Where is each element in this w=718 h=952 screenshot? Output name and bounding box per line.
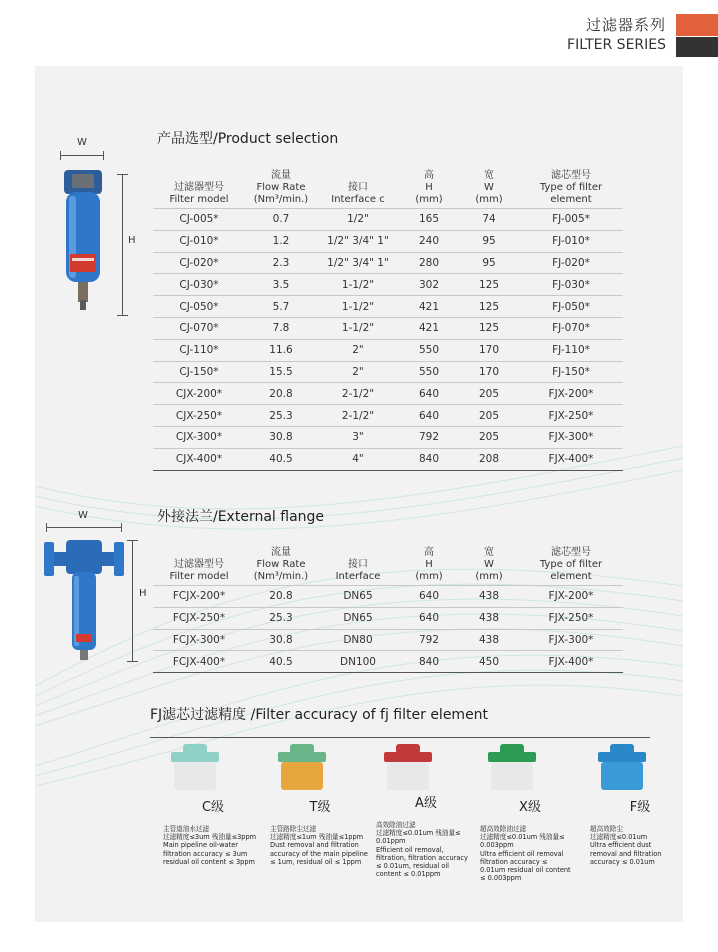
- filter-grade-description: [376, 821, 476, 879]
- product-cell-model: CJX-300*: [153, 426, 245, 448]
- product-cell-interface: 2": [317, 339, 399, 361]
- description-line: Main pipeline oil-water: [163, 841, 238, 850]
- flange-cell-interface: DN100: [317, 651, 399, 673]
- description-line: 0.01um residual oil content: [480, 866, 571, 875]
- description-line: ≤ 0.003ppm: [480, 874, 522, 883]
- product-cell-flow-rate: 40.5: [245, 448, 317, 470]
- column-header-interface: 接口 Interface c: [331, 182, 385, 205]
- product-table-row: [153, 209, 623, 231]
- flange-table-row: [153, 586, 623, 608]
- flange-cell-element-type: FJX-400*: [519, 651, 623, 673]
- product-table-row: [153, 296, 623, 318]
- description-line: 主管路除尘过滤: [270, 825, 317, 833]
- width-dimension-line: [60, 155, 104, 156]
- product-cell-interface: 2-1/2": [317, 405, 399, 427]
- filter-element-image: [592, 742, 652, 792]
- page-header: [567, 14, 666, 53]
- description-line: ≤ 0.01um, residual oil: [376, 862, 450, 871]
- description-line: Dust removal and filtration: [270, 841, 359, 850]
- description-line: 0.003ppm: [480, 841, 514, 850]
- product-cell-height: 165: [399, 209, 459, 231]
- description-line: ≤ 1um, residual oil ≤ 1ppm: [270, 857, 362, 866]
- description-line: residual oil content ≤ 3ppm: [163, 857, 255, 866]
- product-cell-interface: 2": [317, 361, 399, 383]
- flange-cell-height: 792: [399, 629, 459, 651]
- header-title-en: FILTER SERIES: [567, 37, 666, 53]
- product-cell-width: 95: [459, 252, 519, 274]
- flange-column-header-interface: 接口 Interface: [335, 559, 381, 582]
- flange-cell-width: 438: [459, 629, 519, 651]
- product-cell-width: 170: [459, 339, 519, 361]
- product-cell-flow-rate: 5.7: [245, 296, 317, 318]
- product-cell-model: CJX-250*: [153, 405, 245, 427]
- product-cell-flow-rate: 3.5: [245, 274, 317, 296]
- filter-grade-description: [163, 825, 263, 866]
- product-cell-flow-rate: 1.2: [245, 230, 317, 252]
- flange-cell-model: FCJX-200*: [153, 586, 245, 608]
- product-cell-height: 792: [399, 426, 459, 448]
- flange-cell-flow-rate: 30.8: [245, 629, 317, 651]
- product-cell-element-type: FJX-400*: [519, 448, 623, 470]
- product-table-row: [153, 230, 623, 252]
- column-header-flow: 流量 Flow Rate (Nm³/min.): [253, 170, 309, 205]
- flange-height-label: H: [139, 588, 147, 599]
- product-cell-element-type: FJ-010*: [519, 230, 623, 252]
- flange-cell-interface: DN65: [317, 586, 399, 608]
- flange-cell-model: FCJX-250*: [153, 607, 245, 629]
- product-cell-width: 95: [459, 230, 519, 252]
- column-header-model: 过滤器型号 Filter model: [169, 182, 229, 205]
- product-table-row: [153, 448, 623, 470]
- filter-grade-label: F级: [629, 800, 651, 815]
- product-selection-title: 产品选型/Product selection: [157, 131, 339, 147]
- product-cell-element-type: FJX-200*: [519, 383, 623, 405]
- flange-cell-flow-rate: 25.3: [245, 607, 317, 629]
- product-cell-model: CJ-020*: [153, 252, 245, 274]
- product-cell-model: CJ-030*: [153, 274, 245, 296]
- product-cell-interface: 1-1/2": [317, 274, 399, 296]
- filter-element-card: [480, 796, 580, 883]
- height-label: H: [128, 235, 136, 246]
- flange-cell-element-type: FJX-250*: [519, 607, 623, 629]
- flange-cell-flow-rate: 20.8: [245, 586, 317, 608]
- flange-height-tick-bottom: [127, 661, 138, 662]
- product-cell-interface: 1/2" 3/4" 1": [317, 230, 399, 252]
- product-cell-element-type: FJ-150*: [519, 361, 623, 383]
- flange-width-tick-right: [121, 523, 122, 532]
- product-cell-width: 208: [459, 448, 519, 470]
- product-cell-model: CJ-010*: [153, 230, 245, 252]
- product-cell-model: CJ-070*: [153, 317, 245, 339]
- filter-accuracy-divider: [150, 737, 650, 738]
- product-table-row: [153, 405, 623, 427]
- flange-cell-flow-rate: 40.5: [245, 651, 317, 673]
- description-line: 主管道油水过滤: [163, 825, 210, 833]
- product-cell-height: 302: [399, 274, 459, 296]
- flange-cell-width: 450: [459, 651, 519, 673]
- product-cell-flow-rate: 11.6: [245, 339, 317, 361]
- product-cell-flow-rate: 15.5: [245, 361, 317, 383]
- flange-table-header-row: [153, 545, 623, 586]
- product-cell-width: 205: [459, 383, 519, 405]
- product-selection-body: [153, 209, 623, 471]
- product-cell-element-type: FJX-300*: [519, 426, 623, 448]
- description-line: 0.01ppm: [376, 837, 406, 846]
- description-line: filtration accuracy ≤ 3um: [163, 849, 248, 858]
- flange-height-tick-top: [127, 540, 138, 541]
- flange-column-header-model: 过滤器型号 Filter model: [169, 559, 229, 582]
- flange-cell-model: FCJX-400*: [153, 651, 245, 673]
- description-line: accuracy ≤ 0.01um: [590, 857, 655, 866]
- product-cell-model: CJ-150*: [153, 361, 245, 383]
- flange-cell-model: FCJX-300*: [153, 629, 245, 651]
- product-cell-flow-rate: 7.8: [245, 317, 317, 339]
- product-cell-element-type: FJ-030*: [519, 274, 623, 296]
- product-table-row: [153, 274, 623, 296]
- flange-cell-height: 840: [399, 651, 459, 673]
- product-cell-height: 280: [399, 252, 459, 274]
- column-header-width: 宽 W (mm): [475, 170, 503, 205]
- filter-element-image: [272, 742, 332, 792]
- product-cell-model: CJX-400*: [153, 448, 245, 470]
- description-line: filtration, filtration accuracy: [376, 853, 468, 862]
- flange-width-dimension-line: [46, 527, 122, 528]
- description-line: content ≤ 0.01ppm: [376, 870, 441, 879]
- flange-cell-width: 438: [459, 586, 519, 608]
- filter-element-image: [378, 742, 438, 792]
- flange-column-header-height: 高 H (mm): [415, 547, 443, 582]
- table-header-row: [153, 168, 623, 209]
- product-cell-interface: 1-1/2": [317, 296, 399, 318]
- filter-grade-label: A级: [415, 796, 437, 811]
- description-line: accuracy of the main pipeline: [270, 849, 368, 858]
- column-header-height: 高 H (mm): [415, 170, 443, 205]
- filter-housing-image: [58, 170, 108, 320]
- flange-cell-height: 640: [399, 607, 459, 629]
- filter-element-card: [270, 796, 370, 866]
- flange-column-header-flow: 流量 Flow Rate (Nm³/min.): [253, 547, 309, 582]
- product-table-row: [153, 317, 623, 339]
- description-line: 超高效除油过滤: [480, 825, 527, 833]
- product-table-row: [153, 383, 623, 405]
- product-cell-height: 550: [399, 361, 459, 383]
- product-table-row: [153, 426, 623, 448]
- width-label: W: [77, 137, 87, 148]
- width-tick-right: [103, 151, 104, 160]
- product-cell-height: 240: [399, 230, 459, 252]
- product-cell-height: 640: [399, 405, 459, 427]
- flange-width-tick-left: [46, 523, 47, 532]
- filter-element-card: [590, 796, 690, 866]
- product-cell-width: 125: [459, 317, 519, 339]
- flange-filter-image: [44, 538, 124, 666]
- product-cell-interface: 3": [317, 426, 399, 448]
- flange-width-label: W: [78, 510, 88, 521]
- product-cell-element-type: FJX-250*: [519, 405, 623, 427]
- flange-column-header-width: 宽 W (mm): [475, 547, 503, 582]
- filter-grade-label: T级: [309, 800, 331, 815]
- product-cell-element-type: FJ-020*: [519, 252, 623, 274]
- flange-cell-element-type: FJX-200*: [519, 586, 623, 608]
- product-cell-width: 74: [459, 209, 519, 231]
- description-line: 过滤精度≤0.01um: [590, 833, 648, 842]
- height-dimension-line: [122, 174, 123, 316]
- product-cell-element-type: FJ-110*: [519, 339, 623, 361]
- description-line: 过滤精度≤0.01um 残油量≤: [480, 833, 565, 842]
- description-line: 过滤精度≤1um 残油量≤1ppm: [270, 833, 364, 842]
- description-line: 高效除油过滤: [376, 821, 416, 829]
- product-cell-interface: 1/2": [317, 209, 399, 231]
- filter-grade-description: [270, 825, 370, 866]
- product-cell-flow-rate: 0.7: [245, 209, 317, 231]
- height-tick-bottom: [117, 315, 128, 316]
- product-cell-model: CJ-005*: [153, 209, 245, 231]
- width-tick-left: [60, 151, 61, 160]
- flange-table-row: [153, 607, 623, 629]
- product-cell-flow-rate: 20.8: [245, 383, 317, 405]
- external-flange-table: [153, 545, 623, 673]
- filter-accuracy-title: FJ滤芯过滤精度 /Filter accuracy of fj filter element: [150, 707, 489, 723]
- product-table-row: [153, 361, 623, 383]
- product-cell-model: CJ-110*: [153, 339, 245, 361]
- filter-element-card: [163, 796, 263, 866]
- description-line: 过滤精度≤0.01um 残油量≤: [376, 829, 461, 838]
- product-cell-model: CJX-200*: [153, 383, 245, 405]
- product-cell-flow-rate: 2.3: [245, 252, 317, 274]
- external-flange-body: [153, 586, 623, 673]
- header-dark-bar: [676, 37, 718, 57]
- flange-table-row: [153, 651, 623, 673]
- product-cell-element-type: FJ-050*: [519, 296, 623, 318]
- product-table-row: [153, 339, 623, 361]
- product-cell-width: 205: [459, 405, 519, 427]
- flange-cell-interface: DN65: [317, 607, 399, 629]
- filter-element-image: [482, 742, 542, 792]
- product-table-row: [153, 252, 623, 274]
- flange-column-header-element-type: 滤芯型号 Type of filter element: [539, 547, 603, 582]
- description-line: 过滤精度≤3um 残油量≤3ppm: [163, 833, 257, 842]
- product-cell-element-type: FJ-005*: [519, 209, 623, 231]
- product-cell-width: 125: [459, 296, 519, 318]
- product-cell-interface: 1/2" 3/4" 1": [317, 252, 399, 274]
- product-cell-interface: 1-1/2": [317, 317, 399, 339]
- product-cell-interface: 4": [317, 448, 399, 470]
- flange-cell-element-type: FJX-300*: [519, 629, 623, 651]
- external-flange-title: 外接法兰/External flange: [157, 509, 325, 525]
- description-line: removal and filtration: [590, 849, 662, 858]
- flange-table-row: [153, 629, 623, 651]
- product-cell-model: CJ-050*: [153, 296, 245, 318]
- product-cell-height: 550: [399, 339, 459, 361]
- flange-cell-width: 438: [459, 607, 519, 629]
- filter-grade-label: X级: [519, 800, 541, 815]
- flange-cell-height: 640: [399, 586, 459, 608]
- product-selection-table: [153, 168, 623, 471]
- product-cell-element-type: FJ-070*: [519, 317, 623, 339]
- product-cell-flow-rate: 30.8: [245, 426, 317, 448]
- product-cell-flow-rate: 25.3: [245, 405, 317, 427]
- flange-cell-interface: DN80: [317, 629, 399, 651]
- product-cell-width: 205: [459, 426, 519, 448]
- product-cell-height: 640: [399, 383, 459, 405]
- height-tick-top: [117, 174, 128, 175]
- column-header-element-type: 滤芯型号 Type of filter element: [539, 170, 603, 205]
- description-line: Efficient oil removal,: [376, 845, 444, 854]
- description-line: Ultra efficient dust: [590, 841, 652, 850]
- filter-grade-description: [590, 825, 690, 866]
- product-cell-interface: 2-1/2": [317, 383, 399, 405]
- product-cell-height: 421: [399, 317, 459, 339]
- description-line: filtration accuracy ≤: [480, 857, 548, 866]
- product-cell-height: 840: [399, 448, 459, 470]
- product-cell-width: 125: [459, 274, 519, 296]
- header-title-cn: 过滤器系列: [585, 16, 666, 34]
- product-cell-height: 421: [399, 296, 459, 318]
- filter-grade-description: [480, 825, 580, 883]
- product-cell-width: 170: [459, 361, 519, 383]
- filter-grade-label: C级: [201, 800, 225, 815]
- description-line: Ultra efficient oil removal: [480, 849, 564, 858]
- filter-element-card: [376, 792, 476, 879]
- description-line: 超高效除尘: [590, 825, 623, 833]
- filter-element-image: [165, 742, 225, 792]
- flange-height-dimension-line: [132, 540, 133, 662]
- header-accent-bar: [676, 14, 718, 36]
